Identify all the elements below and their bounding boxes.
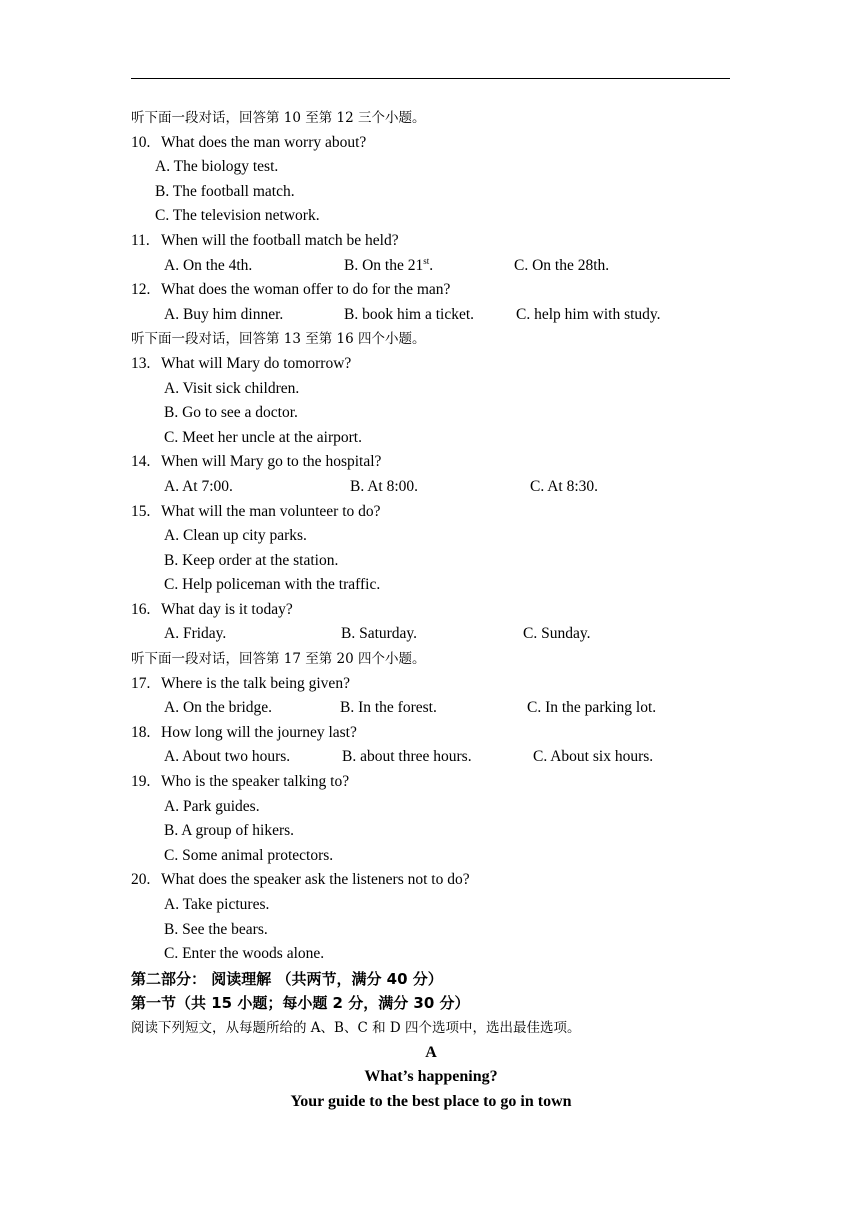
q15-option-a: A. Clean up city parks. [164,527,307,545]
question-18: 18. How long will the journey last? [131,723,357,741]
q20-option-b: B. See the bears. [164,920,268,938]
instruction-q13-16: 听下面一段对话，回答第 13 至第 16 四个小题。 [131,331,426,348]
q12-option-a: A. Buy him dinner. [164,305,284,323]
question-15: 15. What will the man volunteer to do? [131,502,381,520]
q11-option-c: C. On the 28th. [514,256,610,274]
q13-option-c: C. Meet her uncle at the airport. [164,428,362,446]
q12-option-b: B. book him a ticket. [344,305,475,323]
q19-option-b: B. A group of hikers. [164,822,295,840]
q14-option-c: C. At 8:30. [530,477,599,495]
q11-option-a: A. On the 4th. [164,256,253,274]
q10-option-a: A. The biology test. [155,158,279,176]
q16-options [131,622,731,647]
q10-option-c: C. The television network. [155,207,320,225]
instruction-q10-12: 听下面一段对话，回答第 10 至第 12 三个小题。 [131,110,426,126]
question-13: 13. What will Mary do tomorrow? [131,354,352,372]
header-rule [131,78,730,79]
q11-option-b: B. On the 21st. [344,255,434,274]
q19-option-a: A. Park guides. [164,797,260,815]
question-19: 19. Who is the speaker talking to? [131,773,350,791]
q19-option-c: C. Some animal protectors. [164,846,334,864]
passage-subtitle: Your guide to the best place to go in town [290,1092,572,1110]
q14-option-a: A. At 7:00. [164,477,233,495]
q10-option-b: B. The football match. [155,182,295,200]
question-11: 11. When will the football match be held? [131,231,399,249]
passage-title: What’s happening? [364,1068,498,1086]
passage-letter: A [425,1043,437,1061]
question-16: 16. What day is it today? [131,600,293,618]
q17-option-b: B. In the forest. [340,699,437,717]
q18-option-c: C. About six hours. [533,748,654,766]
q13-option-b: B. Go to see a doctor. [164,404,298,422]
reading-instruction: 阅读下列短文，从每题所给的 A、B、C 和 D 四个选项中，选出最佳选项。 [131,1019,581,1036]
q16-option-c: C. Sunday. [523,625,591,643]
q13-option-a: A. Visit sick children. [164,379,300,397]
q15-option-c: C. Help policeman with the traffic. [164,576,381,594]
q20-option-c: C. Enter the woods alone. [164,945,325,963]
q16-option-a: A. Friday. [164,625,227,643]
q20-option-a: A. Take pictures. [164,896,270,913]
q12-options [131,303,731,328]
question-12: 12. What does the woman offer to do for the man? [131,281,451,299]
q18-options [131,745,731,770]
question-20: 20. What does the speaker ask the listeners not to do? [131,871,470,889]
q17-option-a: A. On the bridge. [164,699,273,717]
part2-heading: 第二部分： 阅读理解 （共两节，满分 40 分） [131,969,443,988]
q14-options [131,475,731,500]
exam-page [131,106,731,1114]
section1-heading: 第一节（共 15 小题；每小题 2 分，满分 30 分） [131,994,470,1013]
q18-option-b: B. about three hours. [342,748,472,766]
question-17: 17. Where is the talk being given? [131,674,350,692]
q16-option-b: B. Saturday. [341,625,418,643]
question-10: 10. What does the man worry about? [131,133,367,151]
q12-option-c: C. help him with study. [516,305,661,323]
q17-option-c: C. In the parking lot. [527,699,657,717]
q17-options [131,696,731,721]
q15-option-b: B. Keep order at the station. [164,551,339,569]
q11-options [131,254,731,279]
instruction-q17-20: 听下面一段对话，回答第 17 至第 20 四个小题。 [131,651,426,668]
q14-option-b: B. At 8:00. [350,477,419,495]
question-14: 14. When will Mary go to the hospital? [131,453,382,471]
q18-option-a: A. About two hours. [164,748,291,766]
